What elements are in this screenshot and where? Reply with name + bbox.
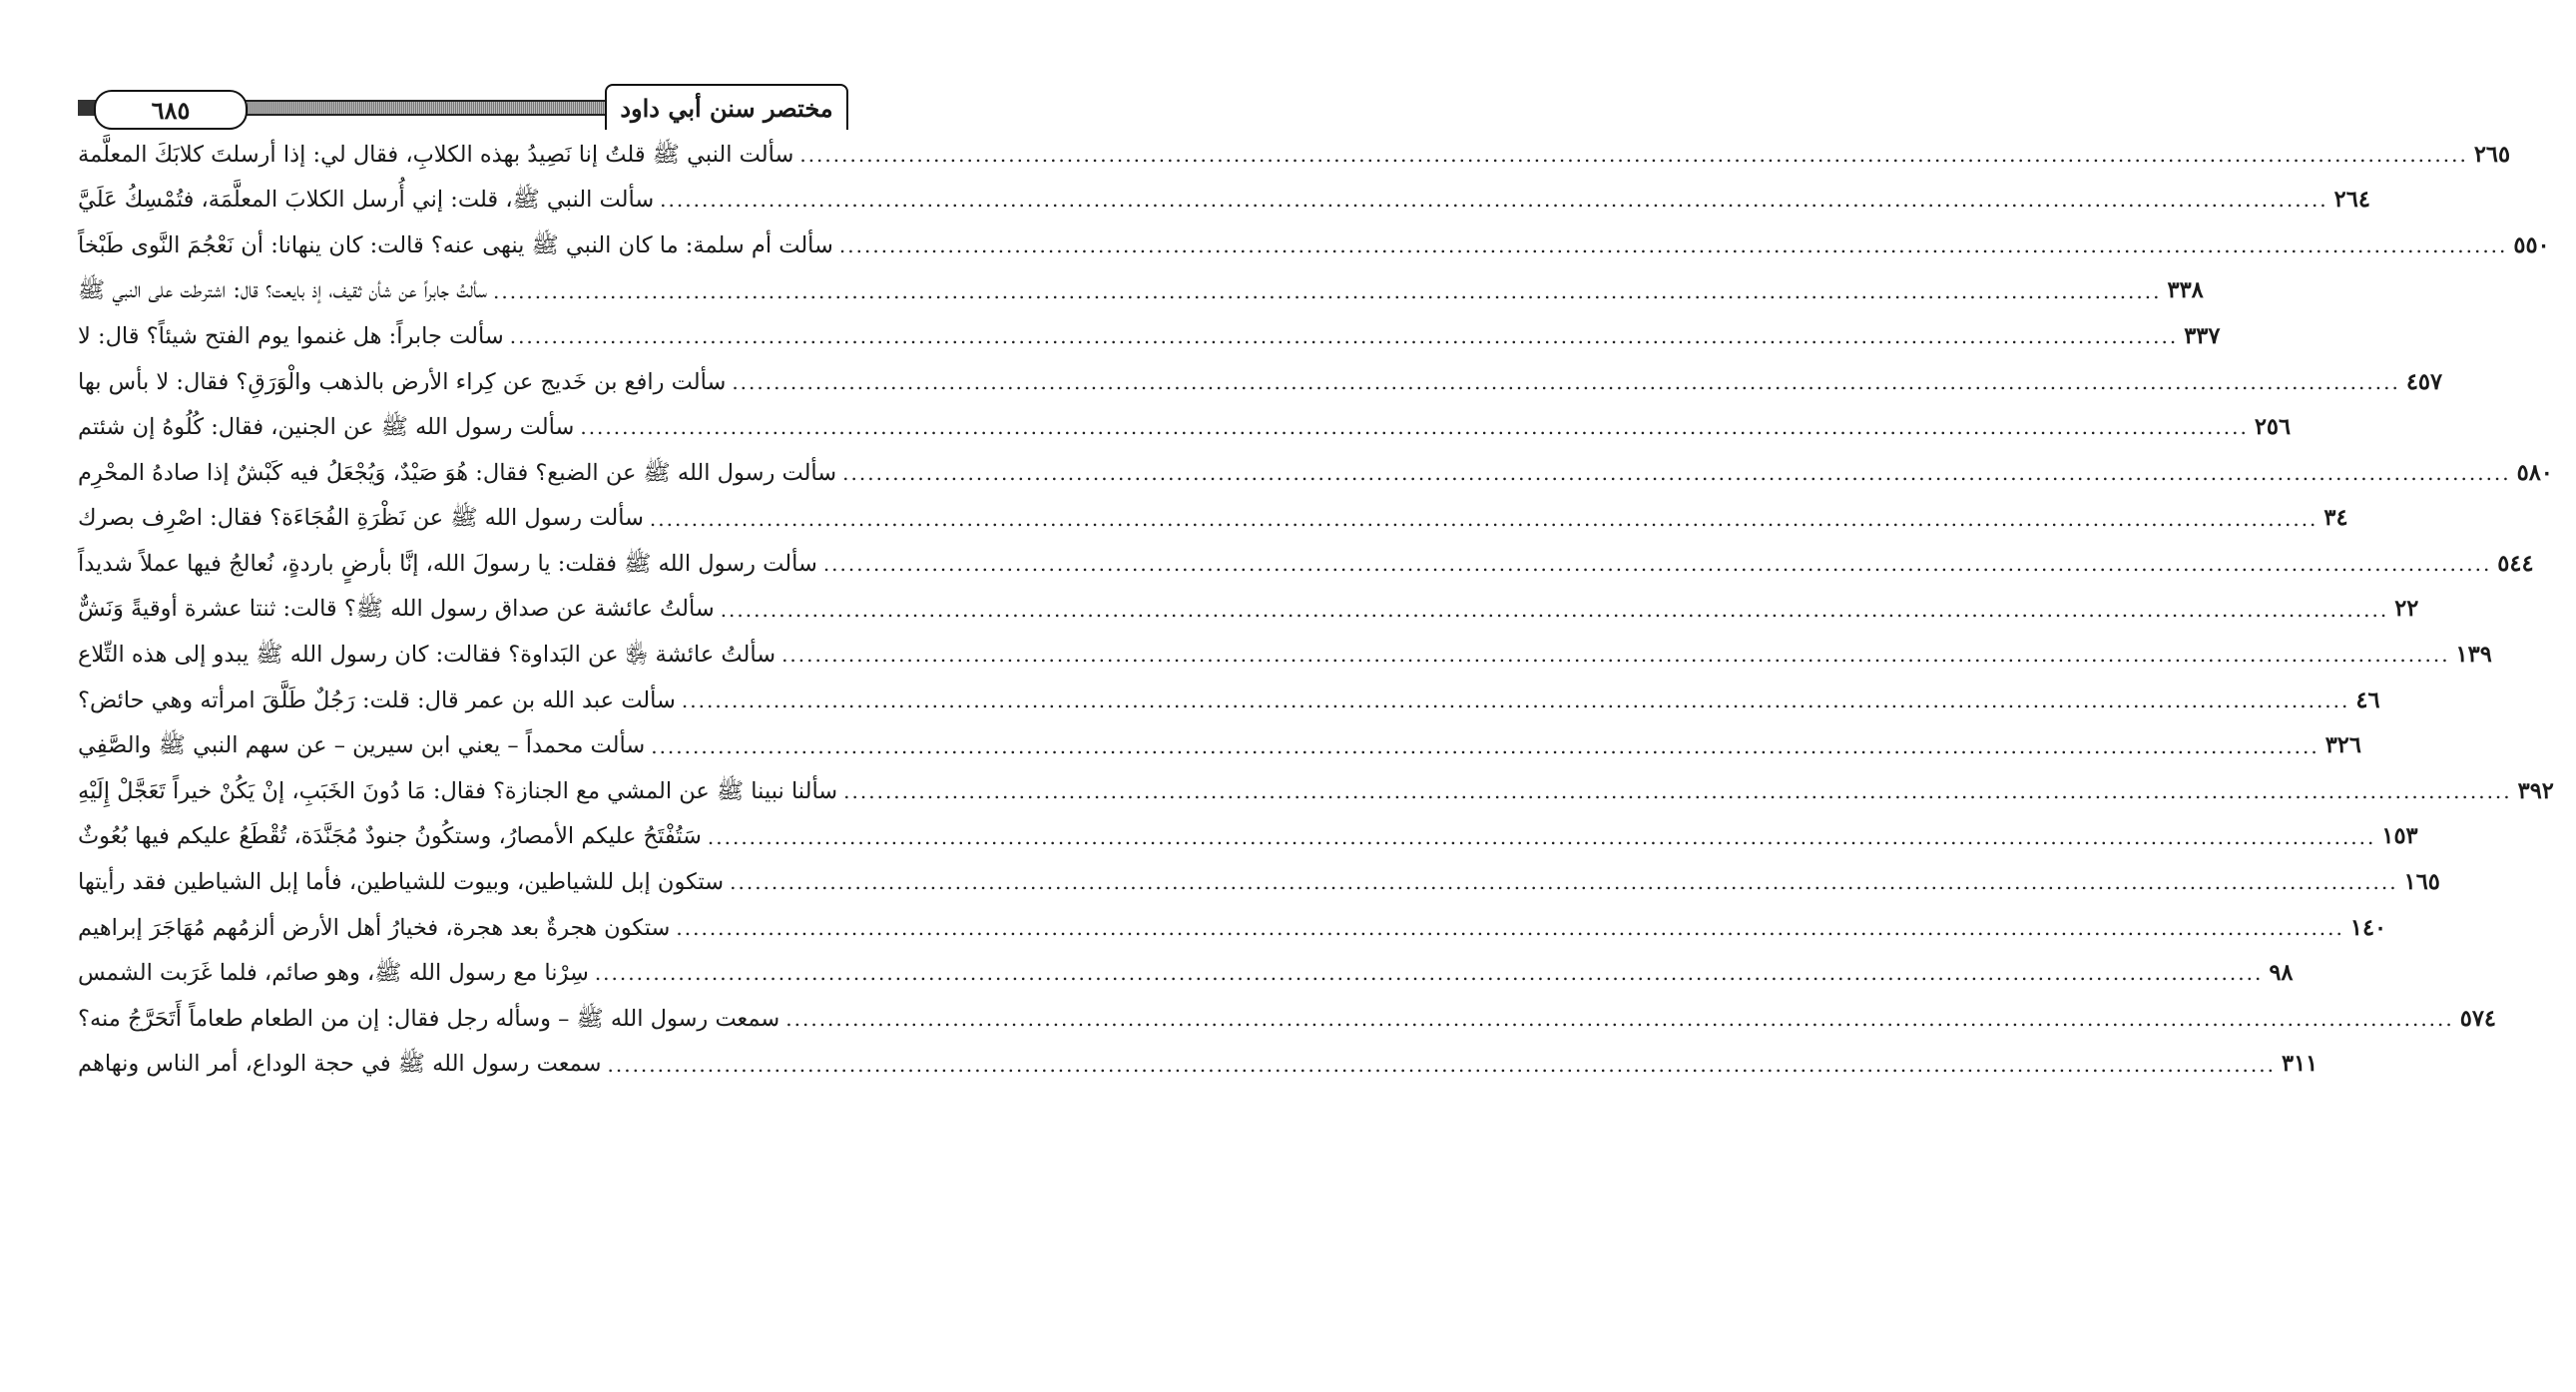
index-entry [78,541,2534,587]
index-entry [78,405,2292,451]
leader-dots: ........................................................................................................................................................................................................ [842,460,2511,485]
index-entry [78,951,2294,997]
leader-dots: ........................................................................................................................................................................................................ [732,369,2400,394]
index-entry-page-number: ٥٨٠ [2516,459,2553,486]
index-entry-text: سألت أم سلمة: ما كان النبي ﷺ ينهى عنه؟ قالت: كان ينهانا: أن نَعْجُمَ النَّوى طَبْخاً [78,232,833,258]
index-entry-page-number: ٣٢٦ [2324,732,2361,759]
index-entry-page-number: ٣٤ [2323,505,2348,532]
index-entry [78,860,2440,906]
index-entry-text: سألتُ جابراً عن شأن ثقيف، إذ بايعت؟ قال: اشترطت على النبي ﷺ [78,277,487,304]
index-entry [78,723,2361,769]
index-entry-text: سمعت رسول الله ﷺ – وسأله رجل فقال: إن من الطعام طعاماً أَتَحَرَّجُ منه؟ [78,1005,780,1032]
leader-dots: ........................................................................................................................................................................................................ [785,1007,2454,1032]
index-entry-text: سألت رسول الله ﷺ عن الجنين، فقال: كُلُوهُ إن شئتم [78,414,575,441]
index-entry [78,905,2387,951]
index-entry [78,768,2554,814]
leader-dots: ........................................................................................................................................................................................................ [730,870,2398,895]
index-entry-text: سمعت رسول الله ﷺ في حجة الوداع، أمر الناس ونهاهم [78,1051,602,1078]
index-entries-list [78,132,2554,1087]
index-entry [78,359,2443,405]
leader-dots: ........................................................................................................................................................................................................ [660,188,2328,213]
index-entry-page-number: ٢٦٥ [2473,141,2511,168]
leader-dots: ........................................................................................................................................................................................................ [649,506,2318,531]
index-entry-page-number: ٤٥٧ [2405,368,2443,395]
index-entry-text: سألت جابراً: هل غنموا يوم الفتح شيئاً؟ قال: لا [78,322,504,349]
index-entry-text: ستكون إبل للشياطين، وبيوت للشياطين، فأما إبل الشياطين فقد رأيتها [78,869,725,896]
index-entry-text: سألت النبي ﷺ، قلت: إني أُرسل الكلابَ المعلَّمَة، فتُمْسِكُ عَلَيَّ [78,187,655,214]
index-entry-text: سألت رافع بن خَديج عن كِراء الأرض بالذهب والْوَرَقِ؟ فقال: لا بأس بها [78,368,727,395]
index-entry [78,587,2419,633]
leader-dots: ........................................................................................................................................................................................................ [509,324,2179,349]
index-entry-page-number: ٤٦ [2355,687,2380,713]
index-entry-page-number: ١٥٣ [2381,823,2418,850]
index-entry-text: سألت النبي ﷺ قلتُ إنا نَصِيدُ بهذه الكلابِ، فقال لي: إذا أرسلتَ كلابَكَ المعلَّمة [78,141,794,168]
index-entry-page-number: ٣٩٢ [2517,777,2554,804]
leader-dots: ........................................................................................................................................................................................................ [651,733,2319,758]
leader-dots: ........................................................................................................................................................................................................ [580,415,2249,440]
index-entry-page-number: ٣٣٨ [2167,277,2204,304]
index-entry-page-number: ١٣٩ [2455,642,2492,669]
index-entry-page-number: ٣٣٧ [2184,322,2221,349]
index-entry-text: سألتُ عائشة ﵂ عن البَداوة؟ فقالت: كان رسول الله ﷺ يبدو إلى هذه التِّلاع [78,642,776,669]
index-entry-page-number: ٥٧٤ [2459,1005,2497,1032]
leader-dots: ........................................................................................................................................................................................................ [676,915,2344,940]
leader-dots: ........................................................................................................................................................................................................ [799,142,2468,167]
index-entry-text: سألنا نبينا ﷺ عن المشي مع الجنازة؟ فقال: مَا دُونَ الخَبَبِ، إنْ يَكُنْ خيراً تَعَجَّلْ إِلَيْهِ [78,777,838,804]
index-entry [78,996,2497,1042]
index-entry [78,678,2380,723]
index-entry-text: سِرْنا مع رسول الله ﷺ، وهو صائم، فلما غَرَبت الشمس [78,960,589,987]
index-entry [78,313,2221,359]
index-entry [78,450,2553,496]
leader-dots: ........................................................................................................................................................................................................ [493,278,2162,303]
leader-dots: ........................................................................................................................................................................................................ [838,232,2508,257]
index-entry-page-number: ٢٦٤ [2333,187,2370,214]
index-entry-page-number: ٢٥٦ [2254,414,2292,441]
index-entry-page-number: ٢٢ [2394,596,2419,623]
page-number: ٦٨٥ [94,90,248,130]
index-entry-text: سألت رسول الله ﷺ عن الضبع؟ فقال: هُوَ صَيْدٌ، وَيُجْعَلُ فيه كَبْشٌ إذا صادهُ المحْرِم [78,459,837,486]
leader-dots: ........................................................................................................................................................................................................ [594,961,2264,986]
leader-dots: ........................................................................................................................................................................................................ [707,824,2376,849]
index-entry-page-number: ٥٥٠ [2513,232,2550,258]
index-entry-text: ستكون هجرةٌ بعد هجرة، فخيارُ أهل الأرض ألزمُهم مُهَاجَرَ إبراهيم [78,914,671,941]
index-entry-text: سألت محمداً – يعني ابن سيرين – عن سهم النبي ﷺ والصَّفِي [78,732,646,759]
leader-dots: ........................................................................................................................................................................................................ [822,552,2492,577]
index-entry [78,223,2550,268]
index-entry [78,132,2511,178]
index-entry-text: سألت عبد الله بن عمر قال: قلت: رَجُلٌ طَلَّقَ امرأته وهي حائض؟ [78,687,676,713]
index-entry-text: سألتُ عائشة عن صداق رسول الله ﷺ؟ قالت: ثنتا عشرة أوقيةً وَنَشٌّ [78,596,715,623]
index-entry [78,268,2204,314]
index-entry-page-number: ٥٤٤ [2497,550,2534,577]
index-entry-page-number: ١٤٠ [2349,914,2387,941]
leader-dots: ........................................................................................................................................................................................................ [843,779,2512,804]
index-entry [78,814,2418,860]
index-entry [78,496,2348,542]
leader-dots: ........................................................................................................................................................................................................ [720,597,2389,622]
page-header [78,88,848,128]
index-entry-text: سألت رسول الله ﷺ عن نَظْرَةِ الفُجَاءَة؟ فقال: اصْرِف بصرك [78,505,644,532]
index-entry-page-number: ٣١١ [2281,1051,2318,1078]
leader-dots: ........................................................................................................................................................................................................ [607,1052,2276,1077]
leader-dots: ........................................................................................................................................................................................................ [681,688,2350,712]
index-entry [78,1042,2318,1088]
book-title: مختصر سنن أبي داود [605,84,848,130]
index-entry-page-number: ٩٨ [2269,960,2294,987]
index-entry [78,178,2370,224]
index-entry-page-number: ١٦٥ [2403,869,2440,896]
index-entry-text: سَتُفْتَحُ عليكم الأمصارُ، وستكُونُ جنودٌ مُجَنَّدَة، تُقْطَعُ عليكم فيها بُعُوثٌ [78,823,702,850]
index-entry-text: سألت رسول الله ﷺ فقلت: يا رسولَ الله، إنَّا بأرضٍ باردةٍ، نُعالجُ فيها عملاً شديداً [78,550,817,577]
index-entry [78,633,2492,679]
leader-dots: ........................................................................................................................................................................................................ [781,643,2450,668]
